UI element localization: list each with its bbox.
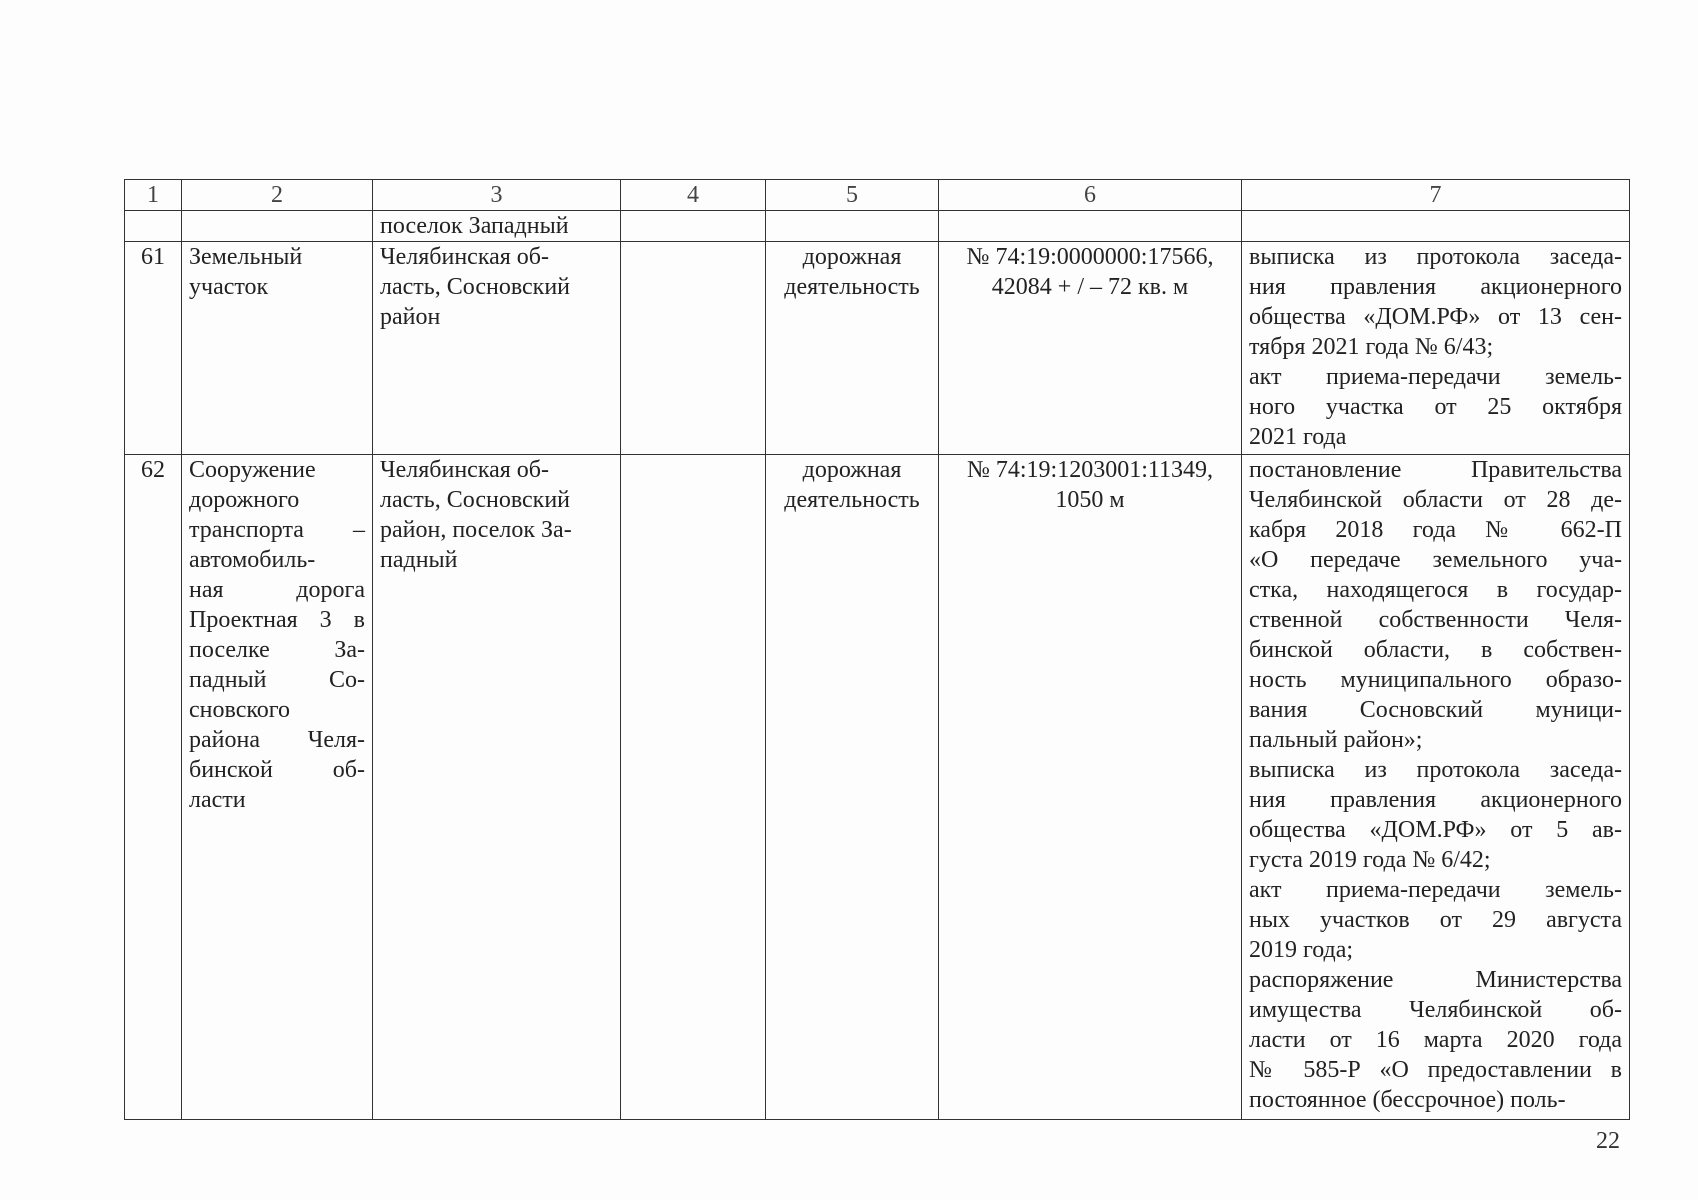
cell-characteristics (939, 211, 1242, 242)
cell-text-line: имущества Челябинской об- (1249, 997, 1622, 1023)
column-number-7: 7 (1242, 180, 1630, 211)
object-purpose (766, 242, 939, 455)
cell-text-line: бинской об- (189, 757, 365, 783)
cell-text-line: ласти (189, 787, 246, 813)
cell-text-line: сновского (189, 697, 291, 723)
ownership-basis (1242, 455, 1630, 1120)
column-number-row (125, 180, 1630, 211)
object-address (373, 242, 621, 455)
cell-text-line: кабря 2018 года № 662-П (1249, 517, 1622, 543)
cell-text-line: ственной собственности Челя- (1249, 607, 1622, 633)
cell-text-line: ласти от 16 марта 2020 года (1249, 1027, 1622, 1053)
cell-text-line: общества «ДОМ.РФ» от 13 сен- (1249, 304, 1622, 330)
cell-text-line: район (380, 304, 441, 330)
cell-text-line: Земельный (189, 244, 303, 270)
table-row (125, 242, 1630, 455)
cell-basis (1242, 211, 1630, 242)
cell-col4 (621, 242, 766, 455)
cell-text-line: Челябинская об- (380, 244, 550, 270)
column-number-4: 4 (621, 180, 766, 211)
column-number-6: 6 (939, 180, 1242, 211)
cell-text-line: густа 2019 года № 6/42; (1249, 847, 1491, 873)
cell-text-line: 2019 года; (1249, 937, 1354, 963)
row-number: 62 (125, 455, 182, 1120)
cell-text-line: район, поселок За- (380, 517, 572, 543)
cell-text-line: распоряжение Министерства (1249, 967, 1622, 993)
cell-text-line: тября 2021 года № 6/43; (1249, 334, 1494, 360)
cell-text-line: стка, находящегося в государ- (1249, 577, 1622, 603)
cell-text-line: автомобиль- (189, 547, 316, 573)
cell-text-line: № 74:19:0000000:17566, (966, 244, 1214, 270)
cell-text-line: участок (189, 274, 269, 300)
cell-text-line: дорожная (802, 457, 902, 483)
cell-text-line: дорожного (189, 487, 300, 513)
cell-text-line: ния правления акционерного (1249, 274, 1622, 300)
cell-text-line: общества «ДОМ.РФ» от 5 ав- (1249, 817, 1622, 843)
cell-text-line: деятельность (784, 274, 920, 300)
table-row (125, 455, 1630, 1120)
cell-text-line: постановление Правительства (1249, 457, 1622, 483)
column-number-3: 3 (373, 180, 621, 211)
cell-text-line: выписка из протокола заседа- (1249, 757, 1622, 783)
cell-col4 (621, 211, 766, 242)
cell-text-line: транспорта – (189, 517, 365, 543)
cell-text-line: района Челя- (189, 727, 365, 753)
cell-col4 (621, 455, 766, 1120)
cell-text-line: 1050 м (1055, 487, 1125, 513)
cell-text-line: 2021 года (1249, 424, 1347, 450)
object-purpose (766, 455, 939, 1120)
column-number-1: 1 (125, 180, 182, 211)
cell-text-line: Челябинская об- (380, 457, 550, 483)
cell-text-line: падный (380, 547, 458, 573)
cell-text-line: Проектная 3 в (189, 607, 365, 633)
cell-text-line: деятельность (784, 487, 920, 513)
cell-text-line: бинской области, в собствен- (1249, 637, 1622, 663)
cell-text-line: № 74:19:1203001:11349, (966, 457, 1213, 483)
cell-name (182, 211, 373, 242)
object-address (373, 455, 621, 1120)
cell-text-line: 42084 + / – 72 кв. м (991, 274, 1189, 300)
object-characteristics (939, 242, 1242, 455)
cell-text-line: дорожная (802, 244, 902, 270)
cell-text-line: вания Сосновский муници- (1249, 697, 1622, 723)
property-register-table (124, 179, 1630, 1120)
cell-text-line: № 585-Р «О предоставлении в (1249, 1057, 1622, 1083)
cell-text-line: ния правления акционерного (1249, 787, 1622, 813)
cell-text-line: поселке За- (189, 637, 365, 663)
cell-text-line: акт приема-передачи земель- (1249, 877, 1622, 903)
column-number-5: 5 (766, 180, 939, 211)
row-number: 61 (125, 242, 182, 455)
cell-text-line: ласть, Сосновский (380, 487, 571, 513)
cell-text-line: падный Со- (189, 667, 365, 693)
cell-text-line: «О передаче земельного уча- (1249, 547, 1622, 573)
cell-text-line: пальный район»; (1249, 727, 1423, 753)
cell-purpose (766, 211, 939, 242)
ownership-basis (1242, 242, 1630, 455)
cell-text-line: выписка из протокола заседа- (1249, 244, 1622, 270)
object-characteristics (939, 455, 1242, 1120)
cell-text-line: ласть, Сосновский (380, 274, 571, 300)
cell-text-line: Челябинской области от 28 де- (1249, 487, 1622, 513)
cell-text-line: ная дорога (189, 577, 365, 603)
cell-text-line: постоянное (бессрочное) поль- (1249, 1087, 1566, 1113)
cell-num (125, 211, 182, 242)
cell-text-line: акт приема-передачи земель- (1249, 364, 1622, 390)
page-number: 22 (1596, 1128, 1620, 1154)
cell-address-continued: поселок Западный (373, 211, 621, 242)
column-number-2: 2 (182, 180, 373, 211)
continuation-row (125, 211, 1630, 242)
cell-text-line: Сооружение (189, 457, 316, 483)
object-name (182, 455, 373, 1120)
object-name (182, 242, 373, 455)
cell-text-line: ного участка от 25 октября (1249, 394, 1622, 420)
cell-text-line: ных участков от 29 августа (1249, 907, 1622, 933)
cell-text-line: ность муниципального образо- (1249, 667, 1622, 693)
